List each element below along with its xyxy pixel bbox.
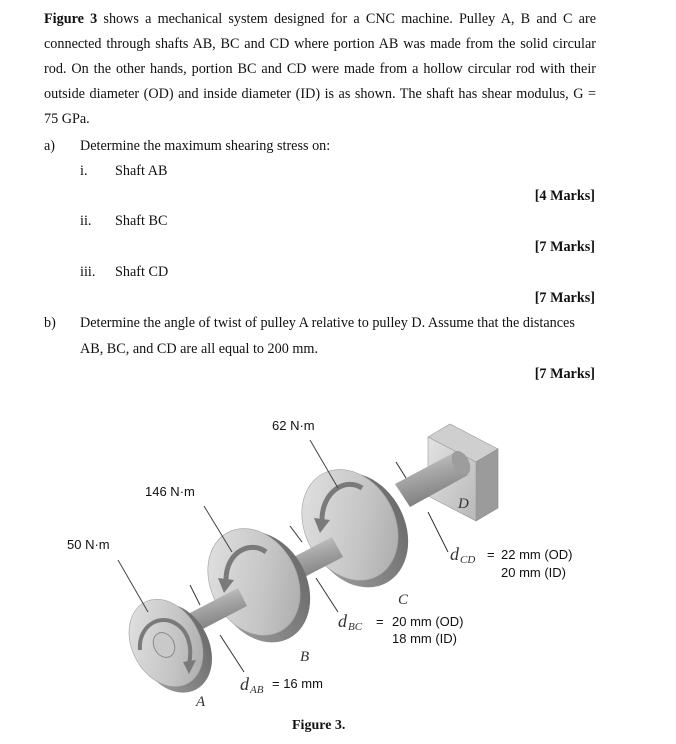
shaft-pulley-figure — [0, 390, 676, 744]
item-ii-text: Shaft BC — [115, 213, 168, 229]
intro-line-1 — [44, 11, 596, 28]
intro-line-4 — [44, 86, 596, 103]
label-c: C — [398, 592, 409, 608]
dimension-ab — [240, 674, 323, 696]
label-d: D — [458, 496, 469, 512]
dim-cd-eq: = — [487, 547, 495, 562]
item-i-marks: [4 Marks] — [534, 188, 595, 204]
dim-ab-symbol: d — [240, 674, 249, 694]
intro-line-5 — [44, 111, 596, 128]
dim-bc-sub: BC — [348, 621, 363, 633]
torque-label-c: 62 N·m — [272, 418, 315, 433]
item-iii-text: Shaft CD — [115, 264, 169, 280]
intro-line-2 — [44, 36, 596, 53]
label-a: A — [196, 694, 206, 710]
item-ii-marker: ii. — [80, 213, 92, 229]
figure-caption: Figure 3. — [292, 718, 346, 733]
item-ii-marks: [7 Marks] — [534, 239, 595, 255]
dim-bc-eq: = — [376, 614, 384, 629]
question-b-marks: [7 Marks] — [534, 366, 595, 382]
intro-text: outside diameter (OD) and inside diameter (ID) is as shown. The shaft has shear modulus, G = — [44, 86, 596, 102]
question-b-line-1: Determine the angle of twist of pulley A relative to pulley D. Assume that the distances — [80, 315, 575, 331]
item-i-marker: i. — [80, 163, 88, 179]
dim-bc-id: 18 mm (ID) — [392, 631, 457, 646]
item-iii-marks: [7 Marks] — [534, 290, 595, 306]
intro-line-3 — [44, 61, 596, 78]
dim-ab-sub: AB — [250, 684, 264, 696]
dimension-bc — [338, 611, 464, 646]
dimension-cd — [450, 544, 573, 580]
intro-text: 75 GPa. — [44, 111, 90, 127]
dim-ab-value: = 16 mm — [272, 676, 323, 691]
dim-bc-od: 20 mm (OD) — [392, 614, 464, 629]
question-a-marker: a) — [44, 138, 56, 154]
question-a-text: Determine the maximum shearing stress on: — [80, 138, 331, 154]
figure-ref: Figure 3 — [44, 11, 98, 27]
question-b-line-2: AB, BC, and CD are all equal to 200 mm. — [80, 341, 319, 357]
item-iii-marker: iii. — [80, 264, 96, 280]
dim-cd-id: 20 mm (ID) — [501, 565, 566, 580]
torque-label-b: 146 N·m — [145, 484, 195, 499]
question-b-marker: b) — [44, 315, 56, 331]
torque-label-a: 50 N·m — [67, 537, 110, 552]
intro-text: connected through shafts AB, BC and CD where portion AB was made from the solid circular — [44, 36, 596, 52]
item-i-text: Shaft AB — [115, 163, 168, 179]
intro-text: rod. On the other hands, portion BC and CD were made from a hollow circular rod with their — [44, 61, 596, 77]
intro-text: shows a mechanical system designed for a CNC machine. Pulley A, B and C are — [97, 11, 596, 27]
dim-cd-symbol: d — [450, 544, 459, 564]
dim-cd-sub: CD — [460, 554, 476, 566]
label-b: B — [300, 649, 310, 665]
dim-bc-symbol: d — [338, 611, 347, 631]
dim-cd-od: 22 mm (OD) — [501, 547, 573, 562]
